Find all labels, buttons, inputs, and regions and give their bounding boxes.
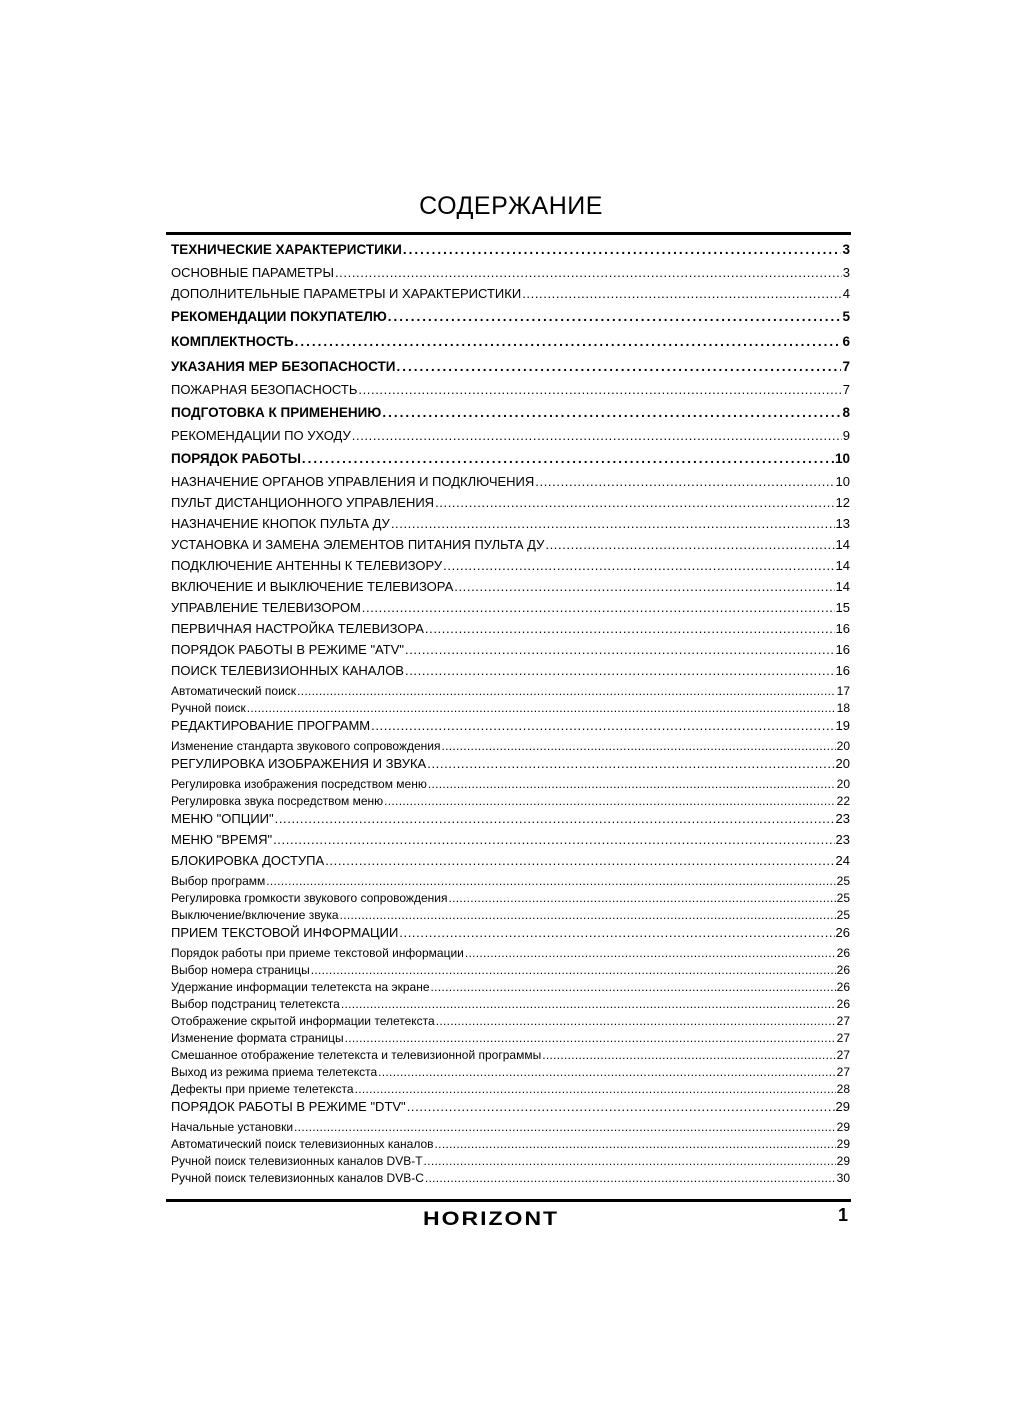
toc-dot-leader: [407, 1099, 835, 1114]
toc-entry[interactable]: [171, 537, 850, 558]
toc-entry-page: 12: [835, 495, 850, 510]
toc-dot-leader: [355, 1082, 836, 1096]
toc-entry[interactable]: [171, 474, 850, 495]
toc-dot-leader: [325, 853, 834, 868]
toc-entry-title: НАЗНАЧЕНИЕ КНОПОК ПУЛЬТА ДУ: [171, 516, 390, 531]
page-title: СОДЕРЖАНИЕ: [419, 192, 603, 220]
toc-dot-leader: [431, 980, 836, 994]
toc-entry-title: Выбор номера страницы: [171, 963, 310, 977]
toc-entry-title: Смешанное отображение телетекста и телевизионной программы: [171, 1048, 542, 1062]
toc-entry[interactable]: [171, 382, 850, 403]
toc-entry-title: УПРАВЛЕНИЕ ТЕЛЕВИЗОРОМ: [171, 600, 361, 615]
toc-entry-title: Выбор программ: [171, 874, 266, 888]
toc-dot-leader: [396, 359, 841, 374]
toc-entry-title: Ручной поиск: [171, 701, 246, 715]
toc-entry-title: Изменение формата страницы: [171, 1031, 344, 1045]
toc-entry-page: 15: [835, 600, 850, 615]
toc-entry[interactable]: [171, 1048, 850, 1065]
toc-entry[interactable]: [171, 600, 850, 621]
toc-entry[interactable]: [171, 1099, 850, 1120]
toc-entry[interactable]: [171, 811, 850, 832]
toc-entry-page: 25: [836, 908, 850, 922]
toc-dot-leader: [382, 405, 841, 420]
toc-dot-leader: [247, 701, 836, 715]
top-divider: [166, 232, 851, 235]
toc-entry-page: 5: [842, 309, 850, 324]
toc-entry[interactable]: [171, 777, 850, 794]
toc-entry[interactable]: [171, 663, 850, 684]
toc-dot-leader: [294, 1120, 836, 1134]
toc-entry[interactable]: [171, 832, 850, 853]
toc-dot-leader: [405, 663, 835, 678]
toc-entry-title: УСТАНОВКА И ЗАМЕНА ЭЛЕМЕНТОВ ПИТАНИЯ ПУЛЬТА ДУ: [171, 537, 545, 552]
toc-entry-page: 10: [834, 451, 850, 466]
toc-dot-leader: [399, 925, 834, 940]
toc-entry[interactable]: [171, 925, 850, 946]
brand-logo: HORIZONT: [423, 1207, 560, 1230]
toc-entry[interactable]: [171, 1065, 850, 1082]
toc-entry-title: ПОРЯДОК РАБОТЫ В РЕЖИМЕ "DTV": [171, 1099, 406, 1114]
toc-dot-leader: [297, 684, 836, 698]
toc-dot-leader: [311, 963, 836, 977]
toc-entry[interactable]: [171, 997, 850, 1014]
toc-entry-title: Выбор подстраниц телетекста: [171, 997, 340, 1011]
toc-entry-title: КОМПЛЕКТНОСТЬ: [171, 334, 294, 349]
toc-entry-title: Ручной поиск телевизионных каналов DVB-C: [171, 1171, 424, 1185]
toc-entry-title: РЕКОМЕНДАЦИИ ПОКУПАТЕЛЮ: [171, 309, 387, 324]
toc-entry-page: 26: [836, 980, 850, 994]
toc-entry-title: Выключение/включение звука: [171, 908, 339, 922]
toc-dot-leader: [341, 997, 836, 1011]
toc-dot-leader: [345, 1031, 836, 1045]
toc-entry[interactable]: [171, 286, 850, 307]
toc-dot-leader: [295, 334, 842, 349]
toc-entry-title: МЕНЮ "ОПЦИИ": [171, 811, 274, 826]
toc-dot-leader: [273, 832, 834, 847]
toc-entry-title: Начальные установки: [171, 1120, 294, 1134]
toc-dot-leader: [391, 516, 835, 531]
toc-entry-title: ПОРЯДОК РАБОТЫ В РЕЖИМЕ "ATV": [171, 642, 404, 657]
toc-entry[interactable]: [171, 684, 850, 701]
toc-dot-leader: [352, 428, 842, 443]
toc-dot-leader: [435, 1137, 836, 1151]
toc-entry-page: 7: [842, 382, 850, 397]
toc-dot-leader: [403, 242, 842, 257]
toc-entry[interactable]: [171, 451, 850, 474]
toc-dot-leader: [378, 1065, 835, 1079]
toc-entry-title: Изменение стандарта звукового сопровождения: [171, 739, 441, 753]
toc-entry-page: 27: [836, 1031, 850, 1045]
toc-entry-title: Порядок работы при приеме текстовой информации: [171, 946, 464, 960]
toc-entry-title: Автоматический поиск телевизионных каналов: [171, 1137, 434, 1151]
bottom-divider: [166, 1199, 851, 1202]
toc-dot-leader: [448, 891, 835, 905]
toc-dot-leader: [371, 718, 834, 733]
toc-dot-leader: [384, 794, 835, 808]
toc-entry-page: 16: [835, 642, 850, 657]
toc-entry-title: ДОПОЛНИТЕЛЬНЫЕ ПАРАМЕТРЫ И ХАРАКТЕРИСТИКИ: [171, 286, 522, 301]
toc-dot-leader: [302, 451, 834, 466]
toc-entry-title: ПОРЯДОК РАБОТЫ: [171, 451, 301, 466]
toc-entry-page: 25: [836, 874, 850, 888]
toc-entry-title: НАЗНАЧЕНИЕ ОРГАНОВ УПРАВЛЕНИЯ И ПОДКЛЮЧЕНИЯ: [171, 474, 535, 489]
toc-entry-title: ПУЛЬТ ДИСТАНЦИОННОГО УПРАВЛЕНИЯ: [171, 495, 435, 510]
toc-entry[interactable]: [171, 242, 850, 265]
toc-entry[interactable]: [171, 1082, 850, 1099]
toc-entry[interactable]: [171, 516, 850, 537]
toc-entry-title: Отображение скрытой информации телетекста: [171, 1014, 435, 1028]
toc-entry-page: 14: [835, 579, 850, 594]
toc-entry-page: 29: [835, 1099, 850, 1114]
toc-entry-page: 7: [842, 359, 850, 374]
toc-dot-leader: [443, 558, 834, 573]
toc-dot-leader: [335, 265, 842, 280]
toc-entry[interactable]: [171, 428, 850, 449]
toc-dot-leader: [535, 474, 834, 489]
toc-entry-page: 23: [835, 832, 850, 847]
toc-entry-page: 9: [842, 428, 850, 443]
toc-entry-title: Автоматический поиск: [171, 684, 297, 698]
toc-entry[interactable]: [171, 621, 850, 642]
toc-dot-leader: [522, 286, 842, 301]
toc-entry-page: 16: [835, 663, 850, 678]
toc-dot-leader: [545, 537, 834, 552]
toc-entry-page: 14: [835, 537, 850, 552]
toc-entry-title: РЕКОМЕНДАЦИИ ПО УХОДУ: [171, 428, 351, 443]
toc-entry[interactable]: [171, 794, 850, 811]
toc-entry-title: УКАЗАНИЯ МЕР БЕЗОПАСНОСТИ: [171, 359, 396, 374]
toc-entry-page: 14: [835, 558, 850, 573]
toc-dot-leader: [275, 811, 835, 826]
toc-entry[interactable]: [171, 1154, 850, 1171]
toc-entry-page: 22: [836, 794, 850, 808]
toc-entry[interactable]: [171, 874, 850, 891]
toc-entry[interactable]: [171, 701, 850, 718]
toc-entry[interactable]: [171, 359, 850, 382]
toc-entry-page: 29: [836, 1137, 850, 1151]
toc-dot-leader: [441, 739, 835, 753]
toc-dot-leader: [435, 495, 834, 510]
toc-entry-title: ОСНОВНЫЕ ПАРАМЕТРЫ: [171, 265, 334, 280]
toc-entry[interactable]: [171, 265, 850, 286]
toc-entry-page: 16: [835, 621, 850, 636]
toc-dot-leader: [427, 756, 834, 771]
toc-entry[interactable]: [171, 495, 850, 516]
toc-entry[interactable]: [171, 963, 850, 980]
toc-dot-leader: [465, 946, 836, 960]
toc-entry-page: 17: [836, 684, 850, 698]
page-number: 1: [838, 1205, 849, 1225]
toc-entry[interactable]: [171, 334, 850, 357]
toc-entry-title: ПОДКЛЮЧЕНИЕ АНТЕННЫ К ТЕЛЕВИЗОРУ: [171, 558, 443, 573]
toc-entry-title: БЛОКИРОВКА ДОСТУПА: [171, 853, 325, 868]
toc-entry-page: 18: [836, 701, 850, 715]
toc-entry-page: 27: [836, 1065, 850, 1079]
toc-dot-leader: [425, 1171, 836, 1185]
toc-entry-page: 30: [836, 1171, 850, 1185]
toc-entry-title: ПЕРВИЧНАЯ НАСТРОЙКА ТЕЛЕВИЗОРА: [171, 621, 424, 636]
toc-entry-title: ПРИЕМ ТЕКСТОВОЙ ИНФОРМАЦИИ: [171, 925, 399, 940]
toc-entry-page: 27: [836, 1048, 850, 1062]
toc-entry[interactable]: [171, 853, 850, 874]
toc-entry-page: 24: [835, 853, 850, 868]
toc-dot-leader: [428, 777, 836, 791]
toc-entry-page: 26: [835, 925, 850, 940]
toc-entry[interactable]: [171, 1031, 850, 1048]
toc-entry-title: Выход из режима приема телетекста: [171, 1065, 378, 1079]
toc-entry-page: 29: [836, 1120, 850, 1134]
toc-entry-page: 20: [836, 777, 850, 791]
toc-entry-page: 27: [836, 1014, 850, 1028]
toc-dot-leader: [358, 382, 841, 397]
toc-entry[interactable]: [171, 1171, 850, 1188]
toc-entry-page: 28: [836, 1082, 850, 1096]
toc-entry[interactable]: [171, 1014, 850, 1031]
toc-entry-title: Регулировка изображения посредством меню: [171, 777, 427, 791]
toc-entry-title: МЕНЮ "ВРЕМЯ": [171, 832, 273, 847]
toc-dot-leader: [362, 600, 835, 615]
toc-entry-page: 26: [836, 997, 850, 1011]
toc-entry-title: Ручной поиск телевизионных каналов DVB-T: [171, 1154, 423, 1168]
toc-entry-page: 26: [836, 963, 850, 977]
toc-entry-title: РЕГУЛИРОВКА ИЗОБРАЖЕНИЯ И ЗВУКА: [171, 756, 427, 771]
toc-entry-page: 20: [836, 739, 850, 753]
toc-entry-page: 26: [836, 946, 850, 960]
toc-entry-title: ТЕХНИЧЕСКИЕ ХАРАКТЕРИСТИКИ: [171, 242, 402, 257]
toc-entry-page: 20: [835, 756, 850, 771]
toc-entry-page: 29: [836, 1154, 850, 1168]
toc-entry[interactable]: [171, 642, 850, 663]
toc-entry-page: 3: [842, 265, 850, 280]
toc-entry-title: РЕДАКТИРОВАНИЕ ПРОГРАММ: [171, 718, 371, 733]
toc-entry-title: Регулировка звука посредством меню: [171, 794, 384, 808]
table-of-contents: [171, 240, 850, 1188]
toc-entry-page: 19: [835, 718, 850, 733]
toc-entry[interactable]: [171, 756, 850, 777]
toc-entry[interactable]: [171, 946, 850, 963]
toc-entry[interactable]: [171, 908, 850, 925]
toc-dot-leader: [340, 908, 836, 922]
toc-entry-page: 4: [842, 286, 850, 301]
toc-entry[interactable]: [171, 739, 850, 756]
toc-dot-leader: [388, 309, 842, 324]
toc-entry-page: 13: [835, 516, 850, 531]
toc-entry-title: Регулировка громкости звукового сопровождения: [171, 891, 448, 905]
toc-dot-leader: [405, 642, 835, 657]
toc-dot-leader: [425, 621, 835, 636]
toc-entry-page: 3: [842, 242, 850, 257]
toc-entry-page: 23: [835, 811, 850, 826]
toc-entry-title: ПОЖАРНАЯ БЕЗОПАСНОСТЬ: [171, 382, 358, 397]
toc-dot-leader: [542, 1048, 835, 1062]
toc-entry-title: Удержание информации телетекста на экране: [171, 980, 430, 994]
toc-entry[interactable]: [171, 309, 850, 332]
toc-entry-page: 25: [836, 891, 850, 905]
toc-entry[interactable]: [171, 405, 850, 428]
toc-entry-page: 6: [842, 334, 850, 349]
toc-entry[interactable]: [171, 558, 850, 579]
toc-dot-leader: [266, 874, 835, 888]
toc-entry[interactable]: [171, 891, 850, 908]
toc-entry-title: ПОДГОТОВКА К ПРИМЕНЕНИЮ: [171, 405, 382, 420]
toc-entry-title: Дефекты при приеме телетекста: [171, 1082, 354, 1096]
toc-entry-title: ПОИСК ТЕЛЕВИЗИОННЫХ КАНАЛОВ: [171, 663, 404, 678]
toc-entry-page: 8: [842, 405, 850, 420]
toc-entry[interactable]: [171, 1137, 850, 1154]
toc-entry[interactable]: [171, 980, 850, 997]
toc-entry[interactable]: [171, 718, 850, 739]
toc-dot-leader: [436, 1014, 836, 1028]
toc-dot-leader: [424, 1154, 836, 1168]
toc-entry-title: ВКЛЮЧЕНИЕ И ВЫКЛЮЧЕНИЕ ТЕЛЕВИЗОРА: [171, 579, 454, 594]
toc-entry-page: 10: [835, 474, 850, 489]
toc-entry[interactable]: [171, 1120, 850, 1137]
toc-dot-leader: [454, 579, 834, 594]
toc-entry[interactable]: [171, 579, 850, 600]
